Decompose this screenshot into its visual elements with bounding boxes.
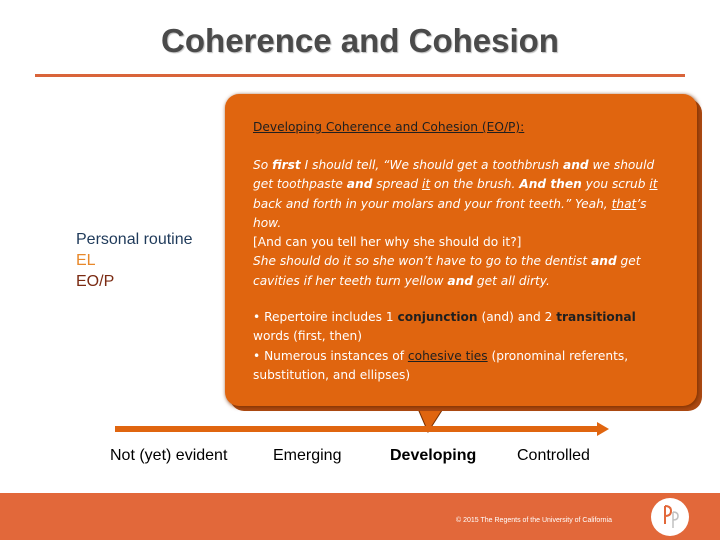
progression-arrow-head	[597, 422, 609, 436]
quote-text: ’s how.	[253, 196, 647, 230]
annotation-personal-routine: Personal routine	[76, 231, 193, 248]
quote-text: I should tell, “We should get a toothbrush	[300, 158, 563, 172]
footer-bar	[0, 493, 720, 540]
quote-text: back and forth in your molars and your front teeth.” Yeah,	[253, 196, 612, 211]
bullet-text: words (first, then)	[253, 329, 362, 344]
bullet-term-conjunction: conjunction	[397, 310, 478, 324]
answer-conjunction: and	[591, 254, 617, 269]
bullet-term-cohesive-ties: cohesive ties	[407, 348, 488, 363]
analysis-bullets	[253, 308, 673, 385]
bullet-text: (and) and 2	[477, 310, 557, 324]
bullet-term-transitional: transitional	[556, 310, 636, 324]
annotation-eop: EO/P	[76, 273, 115, 290]
answer-text: get cavities if her teeth turn yellow	[253, 254, 641, 288]
quote-referent: it	[421, 177, 431, 192]
answer-text: She should do it so she won’t have to go to the dentist	[253, 254, 592, 269]
scale-emerging: Emerging	[273, 447, 342, 464]
answer-conjunction: and	[447, 273, 473, 288]
university-logo-icon	[651, 498, 689, 536]
quote-transition-first: first	[272, 158, 301, 172]
teacher-prompt: [And can you tell her why she should do it?]	[253, 235, 522, 250]
scale-controlled: Controlled	[517, 447, 590, 464]
callout-heading	[253, 118, 524, 137]
bullet-text: (pronominal referents, substitution, and ellipses)	[253, 348, 629, 382]
copyright-notice: © 2015 The Regents of the University of California	[456, 517, 612, 524]
quote-text: you scrub	[581, 177, 650, 192]
quote-text: on the brush.	[430, 177, 520, 192]
answer-text: get all dirty.	[472, 273, 550, 288]
bullet-text: • Repertoire includes 1	[253, 310, 398, 324]
quote-conjunction: and	[563, 158, 589, 172]
slide-title: Coherence and Cohesion	[161, 22, 559, 59]
progression-arrow-line	[115, 426, 599, 432]
quote-referent: that	[611, 196, 637, 211]
quote-text: spread	[372, 177, 422, 192]
callout-heading-text: Developing Coherence and Cohesion (EO/P):	[253, 120, 525, 134]
student-quote	[253, 156, 673, 291]
logo-mark-icon	[651, 498, 689, 536]
quote-referent: it	[649, 177, 658, 192]
annotation-el: EL	[76, 252, 96, 269]
scale-developing: Developing	[390, 447, 477, 464]
quote-text: we should get toothpaste	[253, 158, 655, 192]
quote-conjunction: and	[346, 177, 373, 192]
scale-not-yet-evident: Not (yet) evident	[110, 447, 228, 464]
bullet-text: • Numerous instances of	[253, 348, 408, 363]
quote-text: So	[253, 158, 273, 172]
quote-transition-then: And then	[519, 177, 582, 192]
